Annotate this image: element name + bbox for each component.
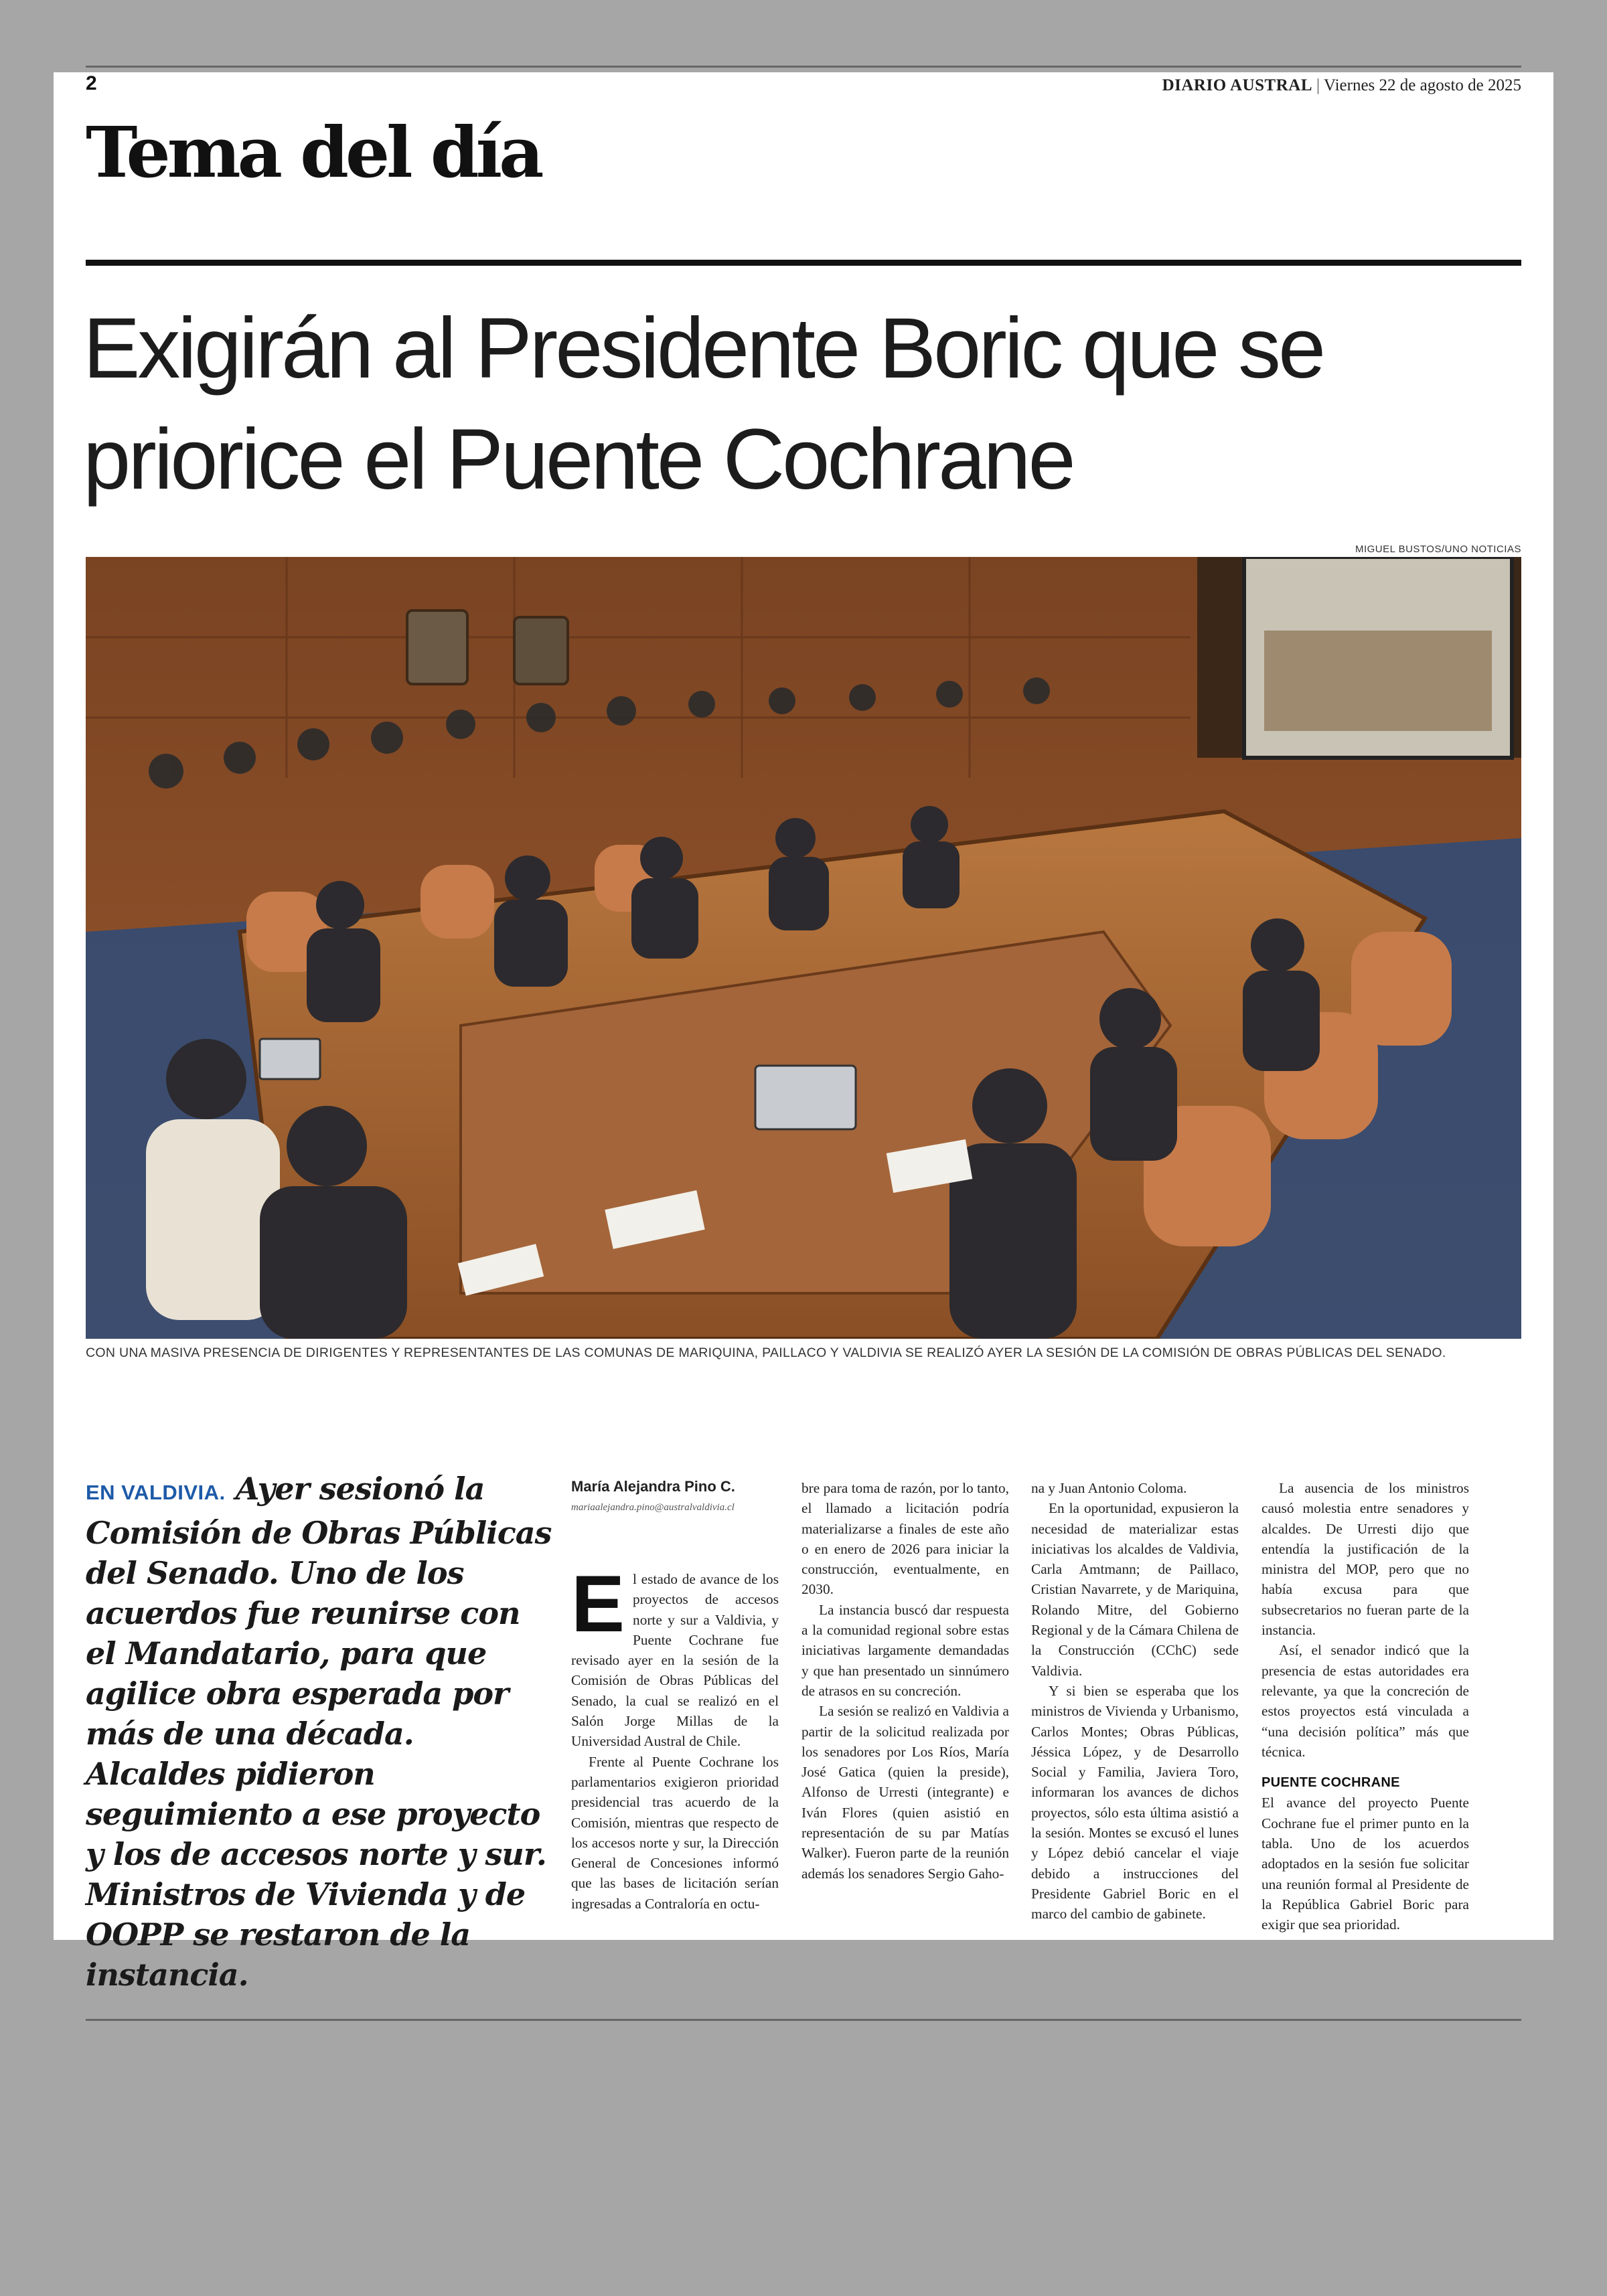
meeting-room-illustration (86, 557, 1521, 1339)
bottom-rule (86, 2019, 1521, 2021)
newspaper-page (54, 72, 1553, 1993)
section-rule (86, 260, 1521, 266)
body-paragraph: Y si bien se esperaba que los ministros de Vivienda y Urbanismo, Carlos Montes; Obras Públicas, Jéssica López, y de Desarrollo Social y Familia, Javiera Toro, informaran los avances de dichos proyectos, sólo esta última asistió a la sesión. Montes se excusó el lunes y López debió cancelar el viaje debido a instrucciones del Presidente Gabriel Boric en el marco del cambio de gabinete. (1031, 1682, 1239, 1922)
byline-author: María Alejandra Pino C. (571, 1478, 735, 1495)
lead-paragraph (86, 1469, 554, 1995)
body-paragraph: Así, el senador indicó que la presencia de estas autoridades era relevante, ya que la concreción de estos proyectos está vinculada a “una decisión política” más que técnica. (1261, 1642, 1469, 1760)
lead-kicker: EN VALDIVIA. (86, 1481, 226, 1504)
body-paragraph: La sesión se realizó en Valdivia a partir de la solicitud realizada por los senadores por Los Ríos, María José Gatica (quien la preside), Alfonso de Urresti (integrante) e Iván Flores (quien asistió en representación de su par Matías Walker). Fueron parte de la reunión además los senadores Sergio Gaho- (801, 1703, 1009, 1882)
article-column-4 (1261, 1478, 1469, 1935)
photo-credit: MIGUEL BUSTOS/UNO NOTICIAS (1355, 544, 1521, 555)
body-paragraph: En la oportunidad, expusieron la necesidad de materializar estas iniciativas los alcaldes de Valdivia, Carla Amtmann; de Paillaco, Cristian Navarrete, y de Mariquina, Rolando Mitre, del Gobierno Regional y de la Cámara Chilena de la Construcción (CChC) sede Valdivia. (1031, 1500, 1239, 1679)
top-rule (86, 66, 1521, 68)
body-paragraph: Frente al Puente Cochrane los parlamentarios exigieron prioridad presidencial tras acuerdo de la Comisión, mientras que respecto de los accesos norte y sur, la Dirección General de Concesiones informó que las bases de licitación serían ingresadas a Contraloría en octu- (571, 1753, 779, 1912)
masthead (1162, 76, 1521, 95)
article-column-2 (801, 1478, 1009, 1884)
section-title: Tema del día (86, 111, 541, 193)
body-paragraph: El avance del proyecto Puente Cochrane fue el primer punto en la tabla. Uno de los acuerdos adoptados en la sesión fue solicitar una reunión formal al Presidente de la República Gabriel Boric para exigir que sea prioridad. (1261, 1795, 1469, 1933)
body-paragraph: l estado de avance de los proyectos de accesos norte y sur a Valdivia, y Puente Cochrane fue revisado ayer en la sesión de la Comisión de Obras Públicas del Senado, la cual se realizó en el Salón Jorge Millas de la Universidad Austral de Chile. (571, 1571, 779, 1750)
drop-cap: E (571, 1559, 625, 1649)
masthead-name: DIARIO AUSTRAL (1162, 76, 1313, 94)
body-paragraph: bre para toma de razón, por lo tanto, el llamado a licitación podría materializarse a finales de este año o en enero de 2026 para iniciar la construcción, eventualmente, en 2030. (801, 1480, 1009, 1598)
photo-caption: CON UNA MASIVA PRESENCIA DE DIRIGENTES Y REPRESENTANTES DE LAS COMUNAS DE MARIQUINA, PAILLACO Y VALDIVIA SE REALIZÓ AYER LA SESIÓN DE LA COMISIÓN DE OBRAS PÚBLICAS DEL SENADO. (86, 1345, 1446, 1360)
body-paragraph: La instancia buscó dar respuesta a la comunidad regional sobre estas iniciativas largamente demandadas y que han presentado un sinnúmero de atrasos en su concreción. (801, 1601, 1009, 1699)
byline-email: mariaalejandra.pino@australvaldivia.cl (571, 1502, 735, 1513)
news-photo (86, 557, 1521, 1339)
body-paragraph: na y Juan Antonio Coloma. (1031, 1480, 1187, 1496)
page-number: 2 (86, 72, 97, 94)
article-column-3 (1031, 1478, 1239, 1924)
byline (571, 1478, 779, 1513)
subhead: PUENTE COCHRANE (1261, 1775, 1400, 1791)
masthead-separator: | (1316, 76, 1320, 94)
article-column-1 (571, 1559, 779, 1914)
body-paragraph: La ausencia de los ministros causó molestia entre senadores y alcaldes. De Urresti dijo que entendía la justificación de la ministra del MOP, pero que no había excusa para que subsecretarios no fueran parte de la instancia. (1261, 1480, 1469, 1639)
headline: Exigirán al Presidente Boric que se priorice el Puente Cochrane (83, 301, 1324, 507)
lead-text: Ayer sesionó la Comisión de Obras Públicas del Senado. Uno de los acuerdos fue reunirse con el Mandatario, para que agilice obra esperada por más de una década. Alcaldes pidieron seguimiento a ese proyecto y los de accesos norte y sur. Ministros de Vivienda y de OOPP se restaron de la instancia. (86, 1471, 552, 1993)
masthead-date: Viernes 22 de agosto de 2025 (1324, 76, 1521, 94)
